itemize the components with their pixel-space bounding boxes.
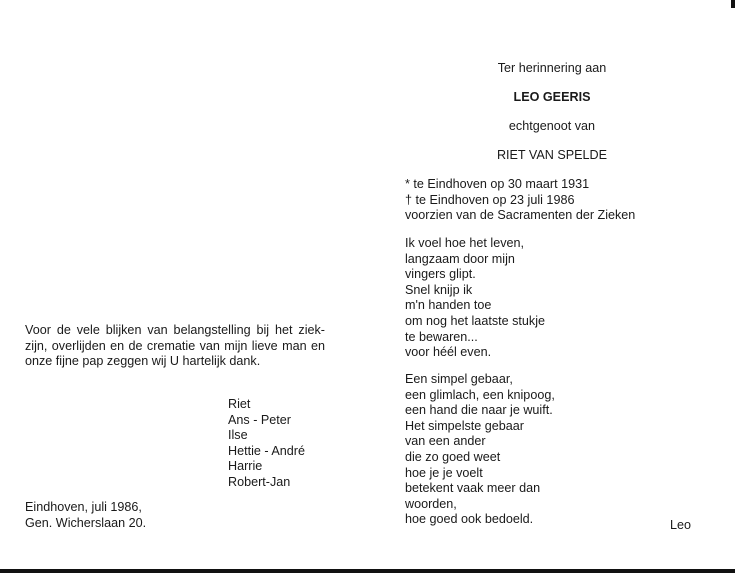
poem-line: woorden, — [405, 496, 457, 511]
place-date: Eindhoven, juli 1986, — [25, 500, 142, 514]
place-date-block — [25, 500, 146, 531]
scan-edge-corner — [731, 0, 735, 8]
poem-line: een hand die naar je wuift. — [405, 403, 553, 418]
poem-line: hoe je je voelt — [405, 465, 483, 480]
family-member: Riet — [228, 397, 251, 411]
family-member: Harrie — [228, 459, 263, 474]
death-line: † te Eindhoven op 23 juli 1986 — [405, 192, 575, 207]
poem-stanza-1 — [405, 236, 545, 361]
poem-line: langzaam door mijn — [405, 251, 515, 266]
poem-line: betekent vaak meer dan — [405, 481, 541, 496]
family-list — [228, 397, 305, 491]
poem-line: hoe goed ook bedoeld. — [405, 512, 534, 527]
poem-line: Ik voel hoe het leven, — [405, 236, 525, 250]
poem-line: te bewaren... — [405, 329, 478, 344]
poem-stanza-2 — [405, 372, 555, 528]
family-member: Robert-Jan — [228, 474, 291, 489]
relation-line: echtgenoot van — [508, 119, 596, 133]
poem-line: Snel knijp ik — [405, 282, 473, 297]
poem-line: van een ander — [405, 434, 486, 449]
dates-block — [405, 177, 635, 224]
family-member: Hettie - André — [228, 443, 306, 458]
poem-line: die zo goed weet — [405, 449, 501, 464]
poem-line: vingers glipt. — [405, 267, 476, 282]
scan-edge-bottom — [0, 569, 735, 573]
poem-line: voor héél even. — [405, 345, 492, 360]
deceased-name: LEO GEERIS — [513, 90, 591, 104]
poem-signature: Leo — [670, 518, 692, 532]
sacraments-line: voorzien van de Sacramenten der Zieken — [405, 208, 636, 223]
poem-line: Een simpel gebaar, — [405, 372, 513, 386]
intro-line: Ter herinnering aan — [497, 61, 607, 75]
poem-line: om nog het laatste stukje — [405, 313, 546, 328]
poem-line: m'n handen toe — [405, 298, 492, 313]
poem-line: een glimlach, een knipoog, — [405, 387, 555, 402]
thanks-paragraph: Voor de vele blijken van belangstelling bij het ziek-zijn, overlijden en de crematie van mijn lieve man en onze fijne pap zeggen wij U hartelijk dank. — [25, 323, 325, 369]
address: Gen. Wicherslaan 20. — [25, 515, 147, 530]
family-member: Ilse — [228, 428, 248, 443]
spouse-name: RIET VAN SPELDE — [496, 148, 608, 162]
poem-line: Het simpelste gebaar — [405, 418, 525, 433]
birth-line: * te Eindhoven op 30 maart 1931 — [405, 177, 590, 191]
family-member: Ans - Peter — [228, 412, 291, 427]
